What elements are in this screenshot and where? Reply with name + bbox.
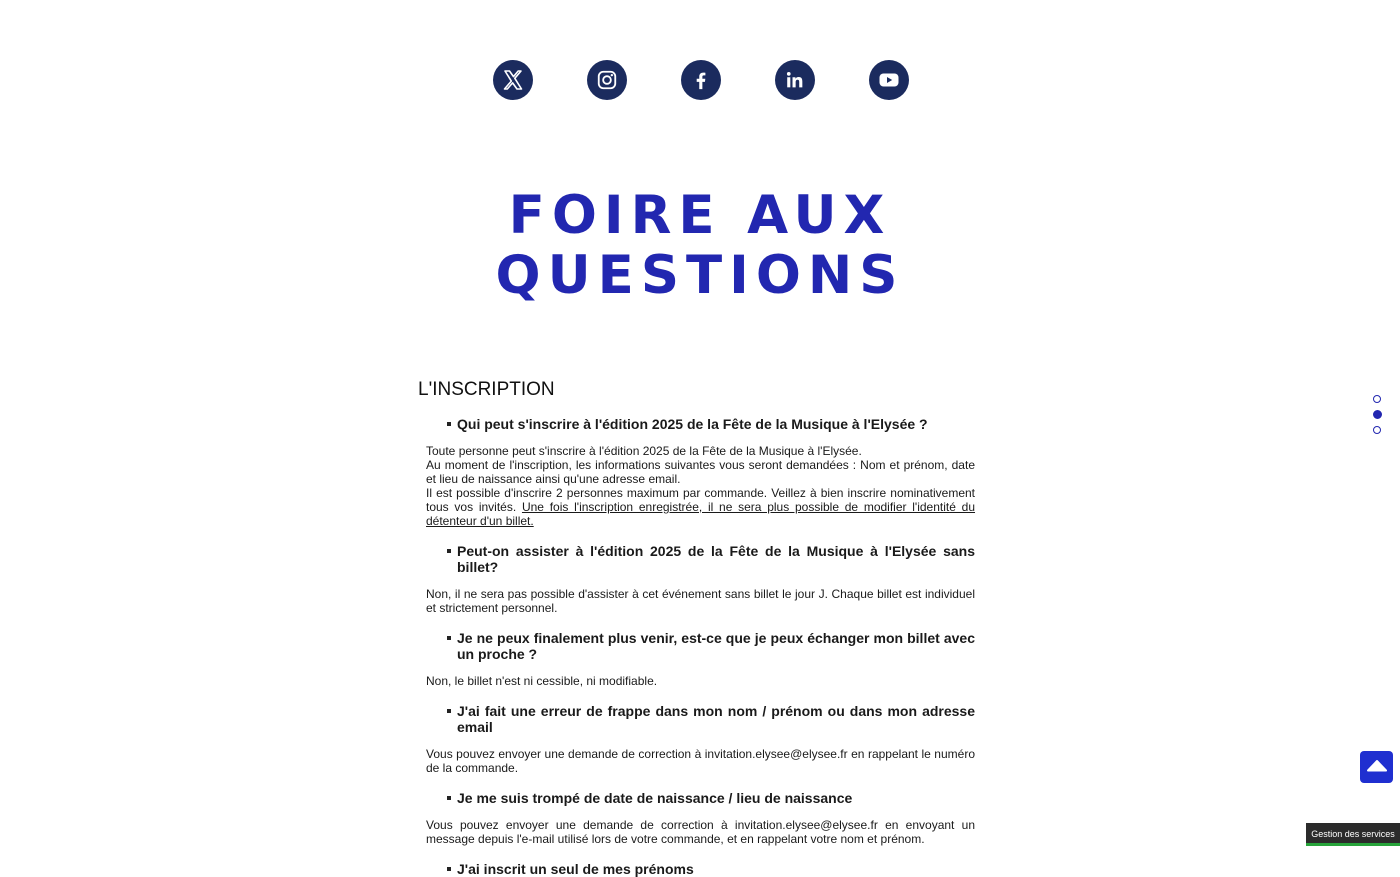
instagram-link[interactable] bbox=[587, 60, 627, 100]
facebook-icon bbox=[690, 69, 712, 91]
faq-question[interactable]: Je me suis trompé de date de naissance / lieu de naissance bbox=[457, 790, 975, 806]
faq-section bbox=[418, 378, 975, 877]
x-icon bbox=[501, 68, 525, 92]
faq-answer: Non, le billet n'est ni cessible, ni modifiable. bbox=[426, 674, 658, 688]
section-dot-3[interactable] bbox=[1373, 426, 1381, 434]
faq-answer: Vous pouvez envoyer une demande de correction à invitation.elysee@elysee.fr en rappelant le numéro de la commande. bbox=[426, 747, 975, 775]
instagram-icon bbox=[596, 69, 618, 91]
section-title: L'INSCRIPTION bbox=[418, 379, 555, 400]
faq-answer: Vous pouvez envoyer une demande de correction à invitation.elysee@elysee.fr en envoyant un message depuis l'e-mail utilisé lors de votre commande, et en rappelant votre nom et prénom. bbox=[426, 818, 975, 846]
faq-list bbox=[418, 416, 975, 432]
x-link[interactable] bbox=[493, 60, 533, 100]
faq-list bbox=[418, 703, 975, 735]
faq-answer: Non, il ne sera pas possible d'assister à cet événement sans billet le jour J. Chaque billet est individuel et strictement personnel. bbox=[426, 587, 975, 615]
youtube-icon bbox=[877, 68, 901, 92]
answer-line: Toute personne peut s'inscrire à l'édition 2025 de la Fête de la Musique à l'Elysée. bbox=[426, 444, 862, 458]
answer-line bbox=[426, 486, 975, 528]
faq-question[interactable]: J'ai fait une erreur de frappe dans mon nom / prénom ou dans mon adresse email bbox=[457, 703, 975, 735]
linkedin-icon bbox=[784, 69, 806, 91]
section-dot-1[interactable] bbox=[1373, 395, 1381, 403]
faq-question[interactable]: Je ne peux finalement plus venir, est-ce que je peux échanger mon billet avec un proche ? bbox=[457, 630, 975, 662]
section-nav-dots bbox=[1373, 395, 1383, 441]
faq-answer bbox=[426, 444, 975, 528]
faq-question[interactable]: J'ai inscrit un seul de mes prénoms bbox=[457, 861, 975, 877]
faq-question[interactable]: Qui peut s'inscrire à l'édition 2025 de la Fête de la Musique à l'Elysée ? bbox=[457, 416, 975, 432]
services-management-button[interactable]: Gestion des services bbox=[1306, 823, 1400, 846]
facebook-link[interactable] bbox=[681, 60, 721, 100]
page-title bbox=[0, 186, 1400, 306]
answer-line: Au moment de l'inscription, les informations suivantes vous seront demandées : Nom et prénom, date et lieu de naissance ainsi qu'une adresse email. bbox=[426, 458, 975, 486]
page-title-line-2: QUESTIONS bbox=[495, 245, 905, 306]
faq-question[interactable]: Peut-on assister à l'édition 2025 de la Fête de la Musique à l'Elysée sans billet? bbox=[457, 543, 975, 575]
linkedin-link[interactable] bbox=[775, 60, 815, 100]
youtube-link[interactable] bbox=[869, 60, 909, 100]
social-links bbox=[0, 60, 1400, 102]
page-title-line-1: FOIRE AUX bbox=[508, 185, 892, 246]
answer-underlined-text: Une fois l'inscription enregistrée, il ne sera plus possible de modifier l'identité du détenteur d'un billet. bbox=[426, 500, 976, 528]
chevron-up-icon bbox=[1366, 758, 1388, 777]
faq-list bbox=[418, 861, 975, 877]
scroll-top-button[interactable] bbox=[1360, 751, 1393, 783]
answer-text: Il est possible d'inscrire 2 personnes maximum par commande. Veillez à bien inscrire nominativement tous vos invités. bbox=[426, 486, 975, 514]
faq-list bbox=[418, 543, 975, 575]
faq-list bbox=[418, 630, 975, 662]
faq-list bbox=[418, 790, 975, 806]
section-dot-2[interactable] bbox=[1373, 410, 1382, 419]
